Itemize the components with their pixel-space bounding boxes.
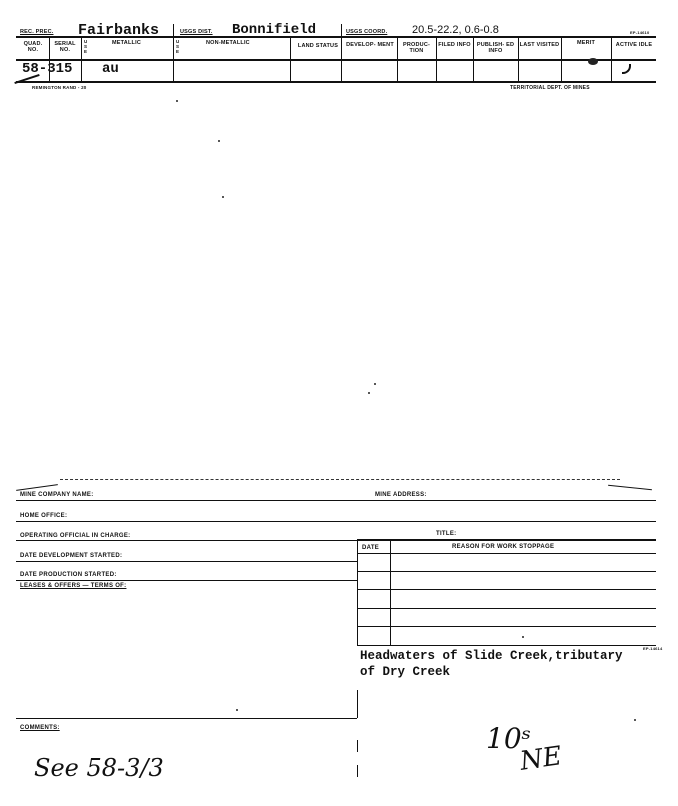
speck [222, 196, 224, 198]
col-active-idle: ACTIVE IDLE [615, 42, 653, 48]
dashed-rule [60, 479, 620, 480]
date-development-started-label: DATE DEVELOPMENT STARTED: [20, 553, 123, 559]
col-use-1: U S E [84, 39, 88, 54]
rule-2 [16, 521, 656, 522]
title-label: TITLE: [436, 531, 457, 537]
stoppage-reason-header: REASON FOR WORK STOPPAGE [452, 544, 555, 550]
stoppage-rule-5 [357, 626, 656, 627]
location-line-2: of Dry Creek [360, 665, 451, 679]
col-divider-nonmet [290, 37, 291, 81]
row-metallic: au [102, 61, 119, 77]
lower-divider-upper [357, 690, 358, 718]
col-serial-no: SERIAL NO. [54, 41, 76, 53]
usgs-dist-value: Bonnifield [232, 22, 317, 38]
col-development: DEVELOP- MENT [346, 42, 394, 48]
col-published-info: PUBLISH- ED INFO [476, 42, 515, 54]
rec-prec-label: REC. PREC. [20, 29, 54, 35]
usgs-coord-label: USGS COORD. [346, 29, 388, 35]
stoppage-rule-4 [357, 608, 656, 609]
rule-4 [16, 561, 357, 562]
stoppage-rule-top [357, 539, 656, 541]
stoppage-left-border [357, 540, 358, 646]
ink-blot [588, 58, 598, 65]
leases-label: LEASES & OFFERS — TERMS OF: [20, 583, 127, 589]
form-number: EP-14610 [630, 30, 650, 35]
rec-prec-value: Fairbanks [78, 22, 160, 39]
divider-1 [173, 24, 174, 81]
printer-mark: REMINGTON RAND - 20 [32, 85, 87, 90]
col-non-metallic: NON-METALLIC [206, 40, 250, 46]
col-metallic: METALLIC [112, 40, 141, 46]
operating-official-label: OPERATING OFFICIAL IN CHARGE: [20, 533, 131, 539]
speck [176, 100, 178, 102]
lower-divider-low [357, 765, 358, 777]
divider-2 [341, 24, 342, 81]
speck [218, 140, 220, 142]
department-name: TERRITORIAL DEPT. OF MINES [510, 85, 590, 91]
handwritten-see-note: See 58-3/3 [34, 754, 164, 782]
speck [236, 709, 238, 711]
form-number-2: EP-14614 [643, 646, 663, 651]
stoppage-rule-3 [357, 589, 656, 590]
rule-1 [16, 500, 656, 501]
col-merit: MERIT [576, 40, 596, 46]
usgs-dist-label: USGS DIST. [180, 29, 213, 35]
col-last-visited: LAST VISITED [519, 42, 560, 48]
handwritten-number: 10ˢ [486, 722, 532, 755]
mine-address-label: MINE ADDRESS: [375, 492, 427, 498]
mine-company-name-label: MINE COMPANY NAME: [20, 492, 94, 498]
stoppage-date-divider [390, 540, 391, 646]
rule-right-stroke [608, 485, 652, 491]
header-rule-top [16, 36, 656, 38]
stoppage-rule-6 [357, 645, 656, 646]
usgs-coord-value: 20.5-22.2, 0.6-0.8 [412, 24, 499, 36]
rule-5 [16, 580, 357, 581]
speck [634, 719, 636, 721]
home-office-label: HOME OFFICE: [20, 513, 68, 519]
location-line-1: Headwaters of Slide Creek,tributary [360, 649, 623, 663]
col-quad-no: QUAD. NO. [23, 41, 43, 53]
stoppage-rule-1 [357, 553, 656, 554]
col-divider-serial [81, 37, 82, 81]
col-production: PRODUC- TION [402, 42, 431, 54]
speck [522, 636, 524, 638]
rule-comments [16, 718, 357, 719]
rule-left-stroke [16, 484, 58, 491]
date-production-started-label: DATE PRODUCTION STARTED: [20, 572, 117, 578]
comments-label: COMMENTS: [20, 725, 60, 731]
handwritten-direction: NE [518, 741, 564, 777]
tick-mark [622, 64, 631, 74]
stoppage-rule-2 [357, 571, 656, 572]
stoppage-date-header: DATE [362, 545, 380, 551]
col-use-2: U S E [176, 39, 180, 54]
speck [374, 383, 376, 385]
col-filed-info: FILED INFO [438, 42, 471, 48]
speck [368, 392, 370, 394]
col-land-status: LAND STATUS [297, 43, 339, 49]
row-serial: 58-315 [22, 61, 73, 77]
lower-divider-mid [357, 740, 358, 752]
header-rule-bottom [16, 81, 656, 83]
